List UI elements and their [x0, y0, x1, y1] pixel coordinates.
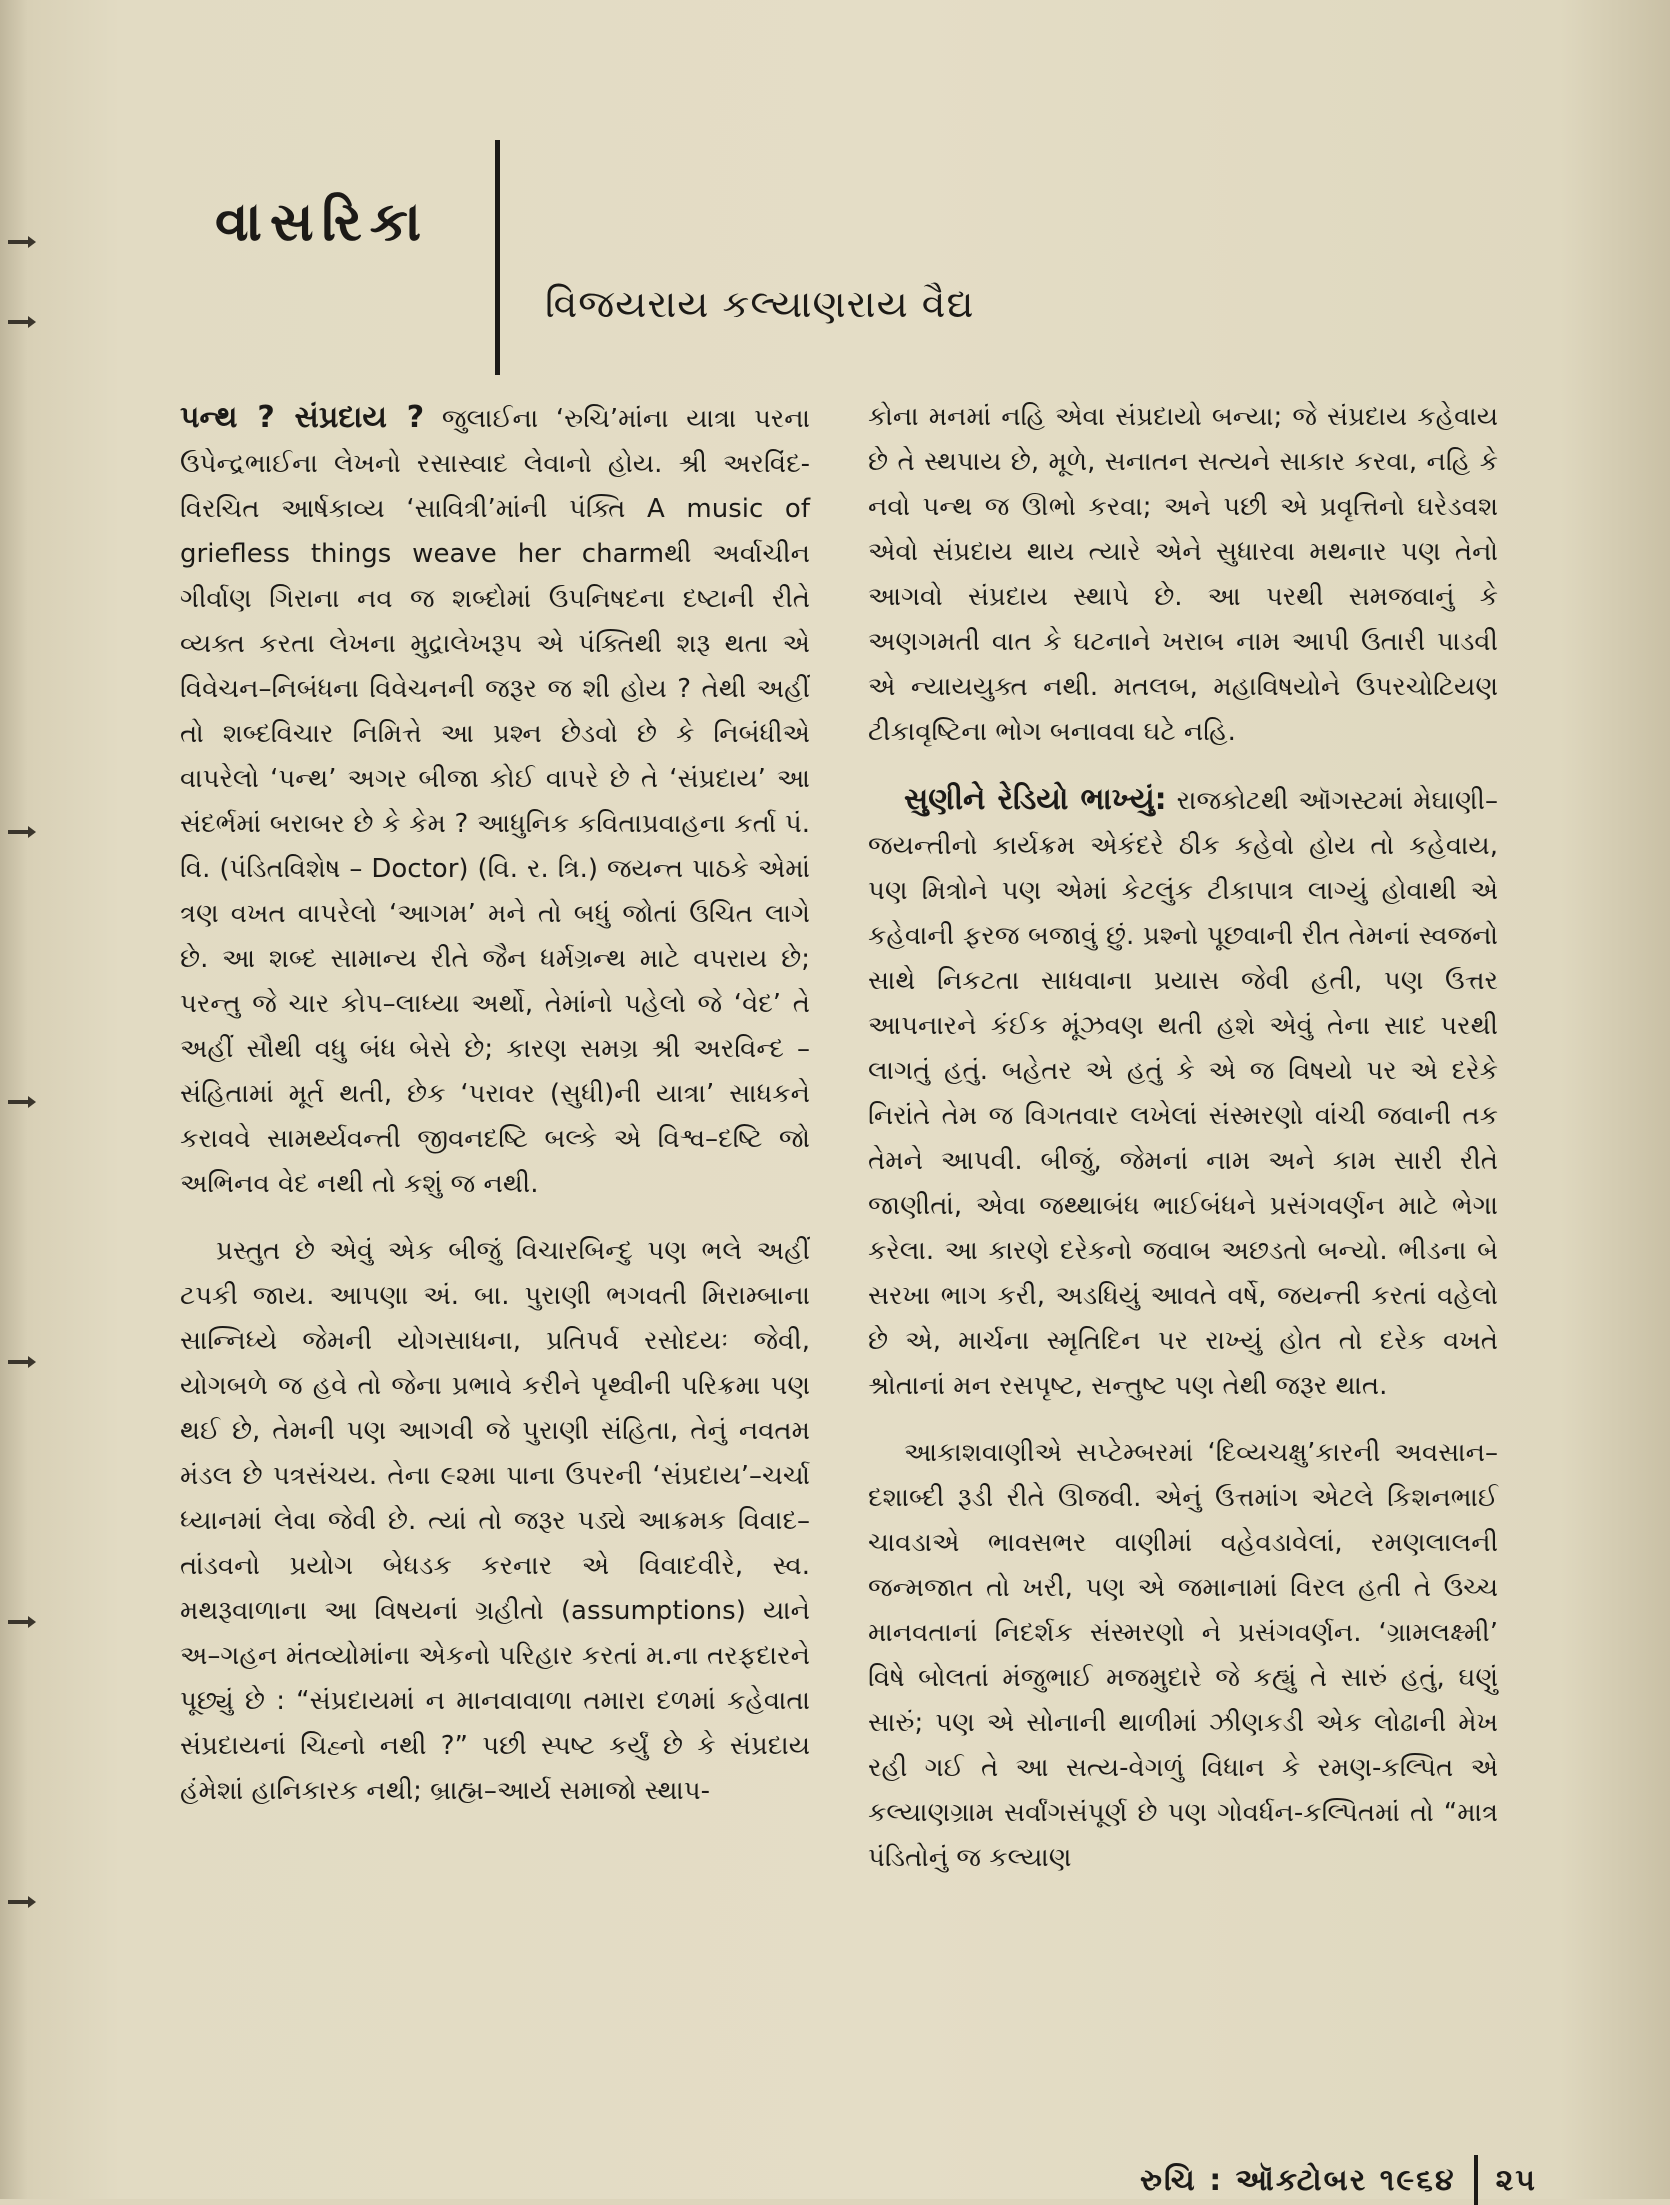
paragraph-text: પ્રસ્તુત છે એવું એક બીજું વિચારબિન્દુ પણ ભલે અહીં ટપકી જાય. આપણા અં. બા. પુરાણી ભગવતી મિરામ્બાના સાન્નિધ્યે જેમની યોગસાધના, પ્રતિપર્વ રસોદયઃ જેવી, યોગબળે જ હવે તો જેના પ્રભાવે કરીને પૃથ્વીની પરિક્રમા પણ થઈ છે, તેમની પણ આગવી જે પુરાણી સંહિતા, તેનું નવતમ મંડલ છે પત્રસંચય. તેના ૯૨મા પાના ઉપરની ‘સંપ્રદાય’–ચર્ચા ધ્યાનમાં લેવા જેવી છે. ત્યાં તો જરૂર પડ્યે આક્રમક વિવાદ–તાંડવનો પ્રયોગ બેધડક કરનાર એ વિવાદવીરે, સ્વ. મથરૂવાળાના આ વિષયનાં ગ્રહીતો (assumptions) યાને અ–ગહન મંતવ્યોમાંના એકનો પરિહાર કરતાં મ.ના તરફદારને પૂછ્યું છે : “સંપ્રદાયમાં ન માનવાવાળા તમારા દળમાં કહેવાતા સંપ્રદાયનાં ચિહ્નો નથી ?” પછી સ્પષ્ટ કર્યું છે કે સંપ્રદાય હંમેશાં હાનિકારક નથી; બ્રાહ્મ–આર્ય સમાજો સ્થાપ- — [180, 1236, 810, 1806]
paragraph-text: આકાશવાણીએ સપ્ટેમ્બરમાં ‘દિવ્યચક્ષુ’કારની અવસાન–દશાબ્દી રૂડી રીતે ઊજવી. એનું ઉત્તમાંગ એટલે કિશનભાઈ ચાવડાએ ભાવસભર વાણીમાં વહેવડાવેલાં, રમણલાલની જન્મજાત તો ખરી, પણ એ જમાનામાં વિરલ હતી તે ઉચ્ચ માનવતાનાં નિદર્શક સંસ્મરણો ને પ્રસંગવર્ણન. ‘ગ્રામલક્ષ્મી’ વિષે બોલતાં મંજુભાઈ મજમુદારે જે કહ્યું તે સારું હતું, ઘણું સારું; પણ એ સોનાની થાળીમાં ઝીણકડી એક લોઢાની મેખ રહી ગઈ તે આ સત્ય-વેગળું વિધાન કે રમણ-કલ્પિત એ કલ્યાણગ્રામ સર્વાંગસંપૂર્ણ છે પણ ગોવર્ધન-કલ્પિતમાં તો “માત્ર પંડિતોનું જ કલ્યાણ — [868, 1438, 1498, 1873]
paragraph — [180, 1229, 810, 1814]
paragraph — [180, 395, 810, 1207]
footer-magazine: રુચિ : ઑક્ટોબર ૧૯૬૪ — [1140, 2162, 1456, 2198]
paragraph — [868, 1431, 1498, 1881]
margin-arrow-icon — [8, 1620, 30, 1624]
margin-arrow-icon — [8, 1900, 30, 1904]
author-name: વિજયરાય કલ્યાણરાય વૈદ્ય — [545, 282, 975, 326]
paragraph — [868, 777, 1498, 1409]
page-footer — [1140, 2155, 1537, 2205]
paragraph-text: કોના મનમાં નહિ એવા સંપ્રદાયો બન્યા; જે સંપ્રદાય કહેવાય છે તે સ્થપાય છે, મૂળે, સનાતન સત્યને સાકાર કરવા, નહિ કે નવો પન્થ જ ઊભો કરવા; અને પછી એ પ્રવૃત્તિનો ઘરેડવશ એવો સંપ્રદાય થાય ત્યારે એને સુધારવા મથનાર પણ તેનો આગવો સંપ્રદાય સ્થાપે છે. આ પરથી સમજવાનું કે અણગમતી વાત કે ઘટનાને ખરાબ નામ આપી ઉતારી પાડવી એ ન્યાયયુક્ત નથી. મતલબ, મહાવિષયોને ઉપરચોટિયણ ટીકાવૃષ્ટિના ભોગ બનાવવા ઘટે નહિ. — [868, 402, 1498, 747]
right-column — [868, 395, 1498, 1903]
footer-divider — [1474, 2155, 1478, 2205]
column-title: વાસરિકા — [215, 190, 430, 253]
paragraph-text: જુલાઈના ‘રુચિ’માંના યાત્રા પરના ઉપેન્દ્રભાઈના લેખનો રસાસ્વાદ લેવાનો હોય. શ્રી અરવિંદ-વિરચિત આર્ષકાવ્ય ‘સાવિત્રી’માંની પંક્તિ A music of griefless things weave her charmથી અર્વાચીન ગીર્વાણ ગિરાના નવ જ શબ્દોમાં ઉપનિષદના દષ્ટાની રીતે વ્યક્ત કરતા લેખના મુદ્રાલેખરૂપ એ પંક્તિથી શરૂ થતા એ વિવેચન–નિબંધના વિવેચનની જરૂર જ શી હોય ? તેથી અહીં તો શબ્દવિચાર નિમિત્તે આ પ્રશ્ન છેડવો છે કે નિબંધીએ વાપરેલો ‘પન્થ’ અગર બીજા કોઈ વાપરે છે તે ‘સંપ્રદાય’ આ સંદર્ભમાં બરાબર છે કે કેમ ? આધુનિક કવિતાપ્રવાહના કર્તા પં. વિ. (પંડિતવિશેષ – Doctor) (વિ. ર. ત્રિ.) જયન્ત પાઠકે એમાં ત્રણ વખત વાપરેલો ‘આગમ’ મને તો બધું જોતાં ઉચિત લાગે છે. આ શબ્દ સામાન્ય રીતે જૈન ધર્મગ્રન્થ માટે વપરાય છે; પરન્તુ જે ચાર કોપ–લાધ્યા અર્થો, તેમાંનો પહેલો જે ‘વેદ’ તે અહીં સૌથી વધુ બંધ બેસે છે; કારણ સમગ્ર શ્રી અરવિન્દ – સંહિતામાં મૂર્ત થતી, છેક ‘પરાવર (સુધી)ની યાત્રા’ સાધકને કરાવવે સામર્થ્યવન્તી જીવનદષ્ટિ બલ્કે એ વિશ્વ–દષ્ટિ જો અભિનવ વેદ નથી તો કશું જ નથી. — [180, 404, 810, 1199]
margin-arrow-icon — [8, 320, 30, 324]
paragraph-lead: સુણીને રેડિયો ભાખ્યું: — [904, 782, 1167, 817]
margin-arrow-icon — [8, 1360, 30, 1364]
paragraph — [868, 395, 1498, 755]
margin-arrow-icon — [8, 830, 30, 834]
paragraph-text: રાજકોટથી ઑગસ્ટમાં મેઘાણી–જયન્તીનો કાર્યક્રમ એકંદરે ઠીક કહેવો હોય તો કહેવાય, પણ મિત્રોને પણ એમાં કેટલુંક ટીકાપાત્ર લાગ્યું હોવાથી એ કહેવાની ફરજ બજાવું છું. પ્રશ્નો પૂછવાની રીત તેમનાં સ્વજનો સાથે નિકટતા સાધવાના પ્રયાસ જેવી હતી, પણ ઉત્તર આપનારને કંઈક મૂંઝવણ થતી હશે એવું તેના સાદ પરથી લાગતું હતું. બહેતર એ હતું કે એ જ વિષયો પર એ દરેકે નિરાંતે તેમ જ વિગતવાર લખેલાં સંસ્મરણો વાંચી જવાની તક તેમને આપવી. બીજું, જેમનાં નામ અને કામ સારી રીતે જાણીતાં, એવા જથ્થાબંધ ભાઈબંધને પ્રસંગવર્ણન માટે ભેગા કરેલા. આ કારણે દરેકનો જવાબ અછડતો બન્યો. ભીડના બે સરખા ભાગ કરી, અડધિયું આવતે વર્ષે, જયન્તી કરતાં વહેલો છે એ, માર્ચના સ્મૃતિદિન પર રાખ્યું હોત તો દરેક વખતે શ્રોતાનાં મન રસપૃષ્ટ, સન્તુષ્ટ પણ તેથી જરૂર થાત. — [868, 786, 1498, 1401]
margin-arrow-icon — [8, 1100, 30, 1104]
page-number: ૨૫ — [1495, 2162, 1537, 2198]
header-divider — [495, 140, 500, 375]
left-column — [180, 395, 810, 1836]
margin-arrow-icon — [8, 240, 30, 244]
paragraph-lead: પન્થ ? સંપ્રદાય ? — [180, 400, 425, 435]
